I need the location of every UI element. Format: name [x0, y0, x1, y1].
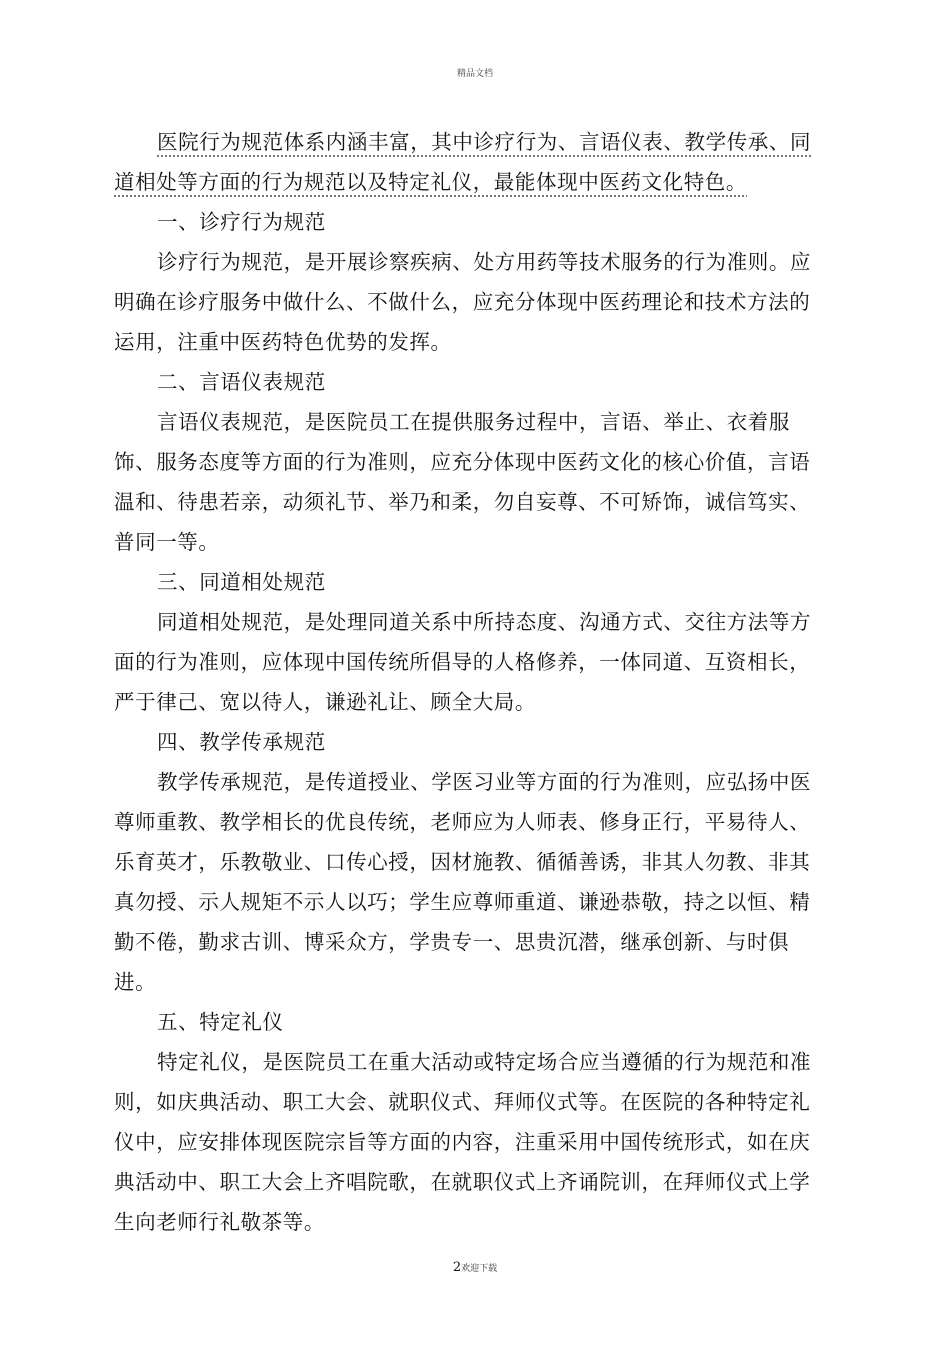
section-body-2: 言语仪表规范，是医院员工在提供服务过程中，言语、举止、衣着服饰、服务态度等方面的行为准则，应充分体现中医药文化的核心价值，言语温和、待患若亲，动须礼节、举乃和柔，勿自妄尊、不可矫饰，诚信笃实、普同一等。	[114, 410, 811, 554]
page-header-label: 精品文档	[456, 69, 493, 79]
footer-label: 欢迎下载	[461, 1264, 498, 1274]
intro-paragraph: 医院行为规范体系内涵丰富，其中诊疗行为、言语仪表、教学传承、同道相处等方面的行为规范以及特定礼仪，最能体现中医药文化特色。	[114, 130, 812, 194]
section-body-5: 特定礼仪，是医院员工在重大活动或特定场合应当遵循的行为规范和准则，如庆典活动、职工大会、就职仪式、拜师仪式等。在医院的各种特定礼仪中，应安排体现医院宗旨等方面的内容，注重采用中国传统形式，如在庆典活动中、职工大会上齐唱院歌，在就职仪式上齐诵院训，在拜师仪式上学生向老师行礼敬茶等。	[114, 1050, 812, 1234]
section-body-3: 同道相处规范，是处理同道关系中所持态度、沟通方式、交往方法等方面的行为准则，应体现中国传统所倡导的人格修养，一体同道、互资相长，严于律己、宽以待人，谦逊礼让、顾全大局。	[114, 610, 812, 714]
document-body	[114, 122, 830, 1242]
section-heading-3: 三、同道相处规范	[157, 570, 326, 594]
section-heading-1: 一、诊疗行为规范	[157, 210, 326, 234]
page-footer	[0, 1260, 950, 1275]
page-number: 2	[452, 1260, 462, 1275]
section-body-4: 教学传承规范，是传道授业、学医习业等方面的行为准则，应弘扬中医尊师重教、教学相长的优良传统，老师应为人师表、修身正行，平易待人、乐育英才，乐教敬业、口传心授，因材施教、循循善诱，非其人勿教、非其真勿授、示人规矩不示人以巧；学生应尊师重道、谦逊恭敬，持之以恒、精勤不倦，勤求古训、博采众方，学贵专一、思贵沉潜，继承创新、与时俱进。	[114, 770, 812, 994]
section-body-1: 诊疗行为规范，是开展诊察疾病、处方用药等技术服务的行为准则。应明确在诊疗服务中做什么、不做什么，应充分体现中医药理论和技术方法的运用，注重中医药特色优势的发挥。	[114, 250, 812, 354]
section-heading-2: 二、言语仪表规范	[157, 370, 326, 394]
section-heading-4: 四、教学传承规范	[157, 730, 326, 754]
section-heading-5: 五、特定礼仪	[157, 1010, 284, 1034]
